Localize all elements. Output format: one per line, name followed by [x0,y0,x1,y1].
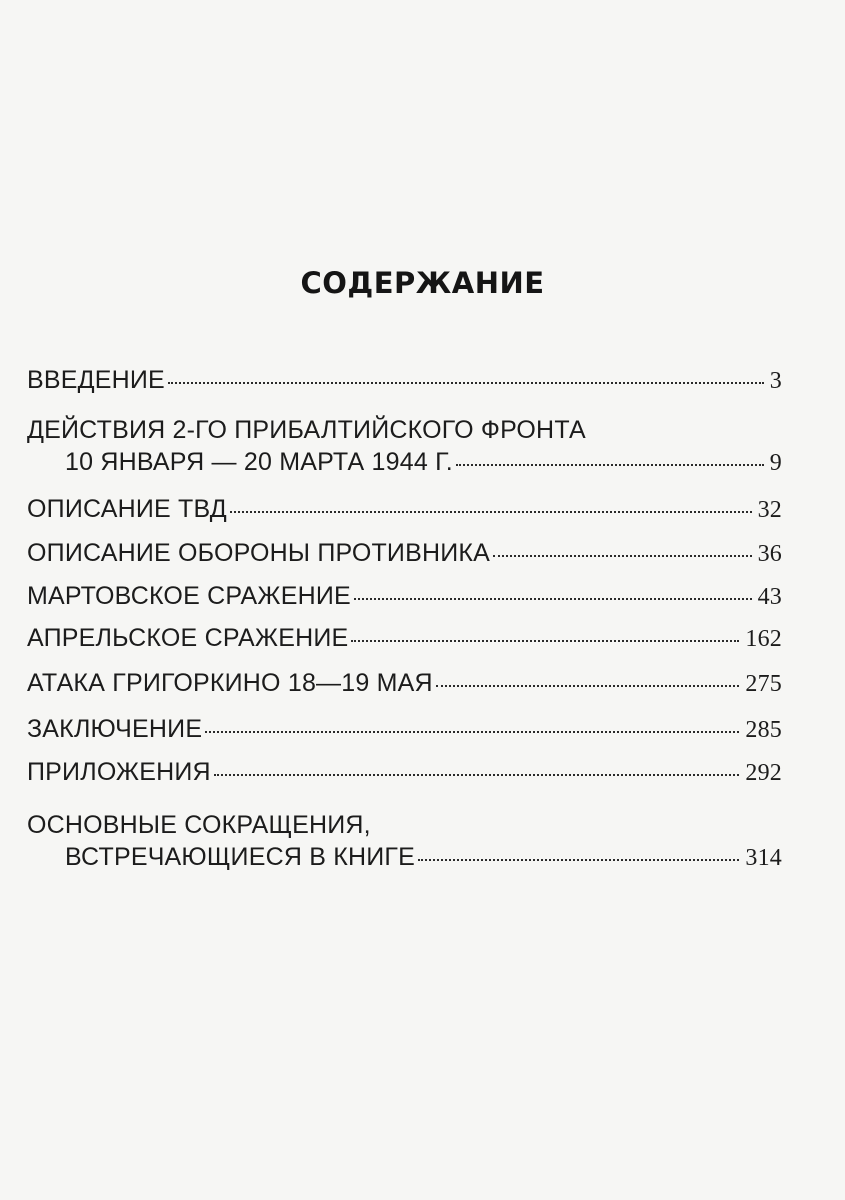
toc-entry-enemy-defense [27,537,782,570]
dot-leader [168,382,764,384]
toc-page-number: 32 [757,497,782,523]
dot-leader [456,464,764,466]
toc-entry-title: АПРЕЛЬСКОЕ СРАЖЕНИЕ [27,624,349,652]
toc-entry-title-continued: ВСТРЕЧАЮЩИЕСЯ В КНИГЕ [65,843,416,871]
toc-entry-front-actions [27,414,782,479]
dot-leader [493,555,752,557]
toc-entry-appendices [27,756,782,789]
toc-entry-theater-description [27,493,782,526]
toc-entry-title: ОПИСАНИЕ ОБОРОНЫ ПРОТИВНИКА [27,539,491,567]
toc-page-number: 285 [745,717,782,743]
page-title: СОДЕРЖАНИЕ [300,266,545,300]
dot-leader [214,774,740,776]
toc-entry-title: ОПИСАНИЕ ТВД [27,495,227,523]
toc-entry-title: ДЕЙСТВИЯ 2-ГО ПРИБАЛТИЙСКОГО ФРОНТА [27,416,586,444]
toc-entry-march-battle [27,580,782,613]
dot-leader [351,640,739,642]
toc-page-number: 314 [745,845,782,871]
dot-leader [436,685,740,687]
toc-page-number: 162 [745,626,782,652]
toc-entry-title: ПРИЛОЖЕНИЯ [27,758,211,786]
toc-entry-introduction [27,364,782,397]
toc-page-number: 9 [769,450,782,476]
toc-entry-conclusion [27,713,782,746]
toc-entry-title: АТАКА ГРИГОРКИНО 18—19 МАЯ [27,669,433,697]
toc-page-number: 43 [757,584,782,610]
toc-entry-title: ВВЕДЕНИЕ [27,366,165,394]
toc-page-number: 3 [769,368,782,394]
toc-page-number: 36 [757,541,782,567]
toc-entry-title: ЗАКЛЮЧЕНИЕ [27,715,203,743]
dot-leader [418,859,739,861]
toc-page-number: 292 [745,760,782,786]
dot-leader [354,598,752,600]
toc-entry-title: МАРТОВСКОЕ СРАЖЕНИЕ [27,582,351,610]
toc-entry-april-battle [27,622,782,655]
toc-entry-grigorkino-attack [27,667,782,700]
toc-page-number: 275 [745,671,782,697]
toc-entry-abbreviations [27,809,782,874]
dot-leader [230,511,752,513]
dot-leader [205,731,739,733]
toc-entry-title-continued: 10 ЯНВАРЯ — 20 МАРТА 1944 Г. [65,448,453,476]
toc-entry-title: ОСНОВНЫЕ СОКРАЩЕНИЯ, [27,811,371,839]
